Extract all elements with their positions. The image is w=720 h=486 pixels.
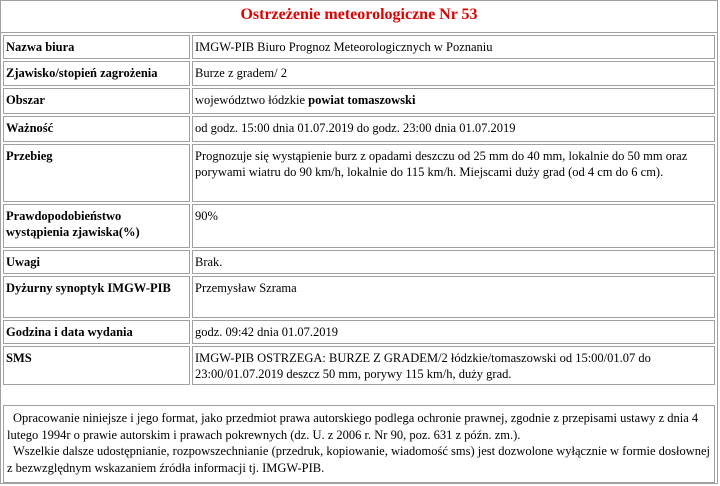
copyright-line-1: Opracowanie niniejsze i jego format, jako przedmiot prawa autorskiego podlega ochronie prawnej, zgodnie z przepisami ustawy z dnia 4 lutego 1994r o prawie autorskim i prawach pokrewnych (dz. U. z 2006 r. Nr 90, poz. 631 z późn. zm.).: [7, 411, 699, 442]
row-label-probability: Prawdopodobieństwo wystąpienia zjawiska(%): [3, 204, 190, 248]
row-value-area: [192, 88, 715, 114]
table-row: [3, 144, 715, 202]
row-label-phenomenon: Zjawisko/stopień zagrożenia: [3, 61, 190, 86]
table-row: [3, 116, 715, 142]
table-row: [3, 346, 715, 385]
row-label-area: Obszar: [3, 88, 190, 114]
row-label-office: Nazwa biura: [3, 35, 190, 59]
row-label-remarks: Uwagi: [3, 250, 190, 274]
row-value-sms: IMGW-PIB OSTRZEGA: BURZE Z GRADEM/2 łódzkie/tomaszowski od 15:00/01.07 do 23:00/01.07.2019 deszcz 50 mm, porywy 115 km/h, duży grad.: [192, 346, 715, 385]
row-value-remarks: Brak.: [192, 250, 715, 274]
area-county: powiat tomaszowski: [308, 93, 416, 107]
row-value-probability: 90%: [192, 204, 715, 248]
row-label-course: Przebieg: [3, 144, 190, 202]
table-row: [3, 276, 715, 318]
warning-title: Ostrzeżenie meteorologiczne Nr 53: [1, 1, 717, 33]
row-value-validity: od godz. 15:00 dnia 01.07.2019 do godz. 23:00 dnia 01.07.2019: [192, 116, 715, 142]
table-row: [3, 88, 715, 114]
row-value-phenomenon: Burze z gradem/ 2: [192, 61, 715, 86]
table-row: [3, 204, 715, 248]
table-row: [3, 250, 715, 274]
row-value-office: IMGW-PIB Biuro Prognoz Meteorologicznych w Poznaniu: [192, 35, 715, 59]
table-row: [3, 320, 715, 344]
row-value-issued: godz. 09:42 dnia 01.07.2019: [192, 320, 715, 344]
table-row: [3, 35, 715, 59]
warning-table: [1, 33, 717, 387]
row-value-forecaster: Przemysław Szrama: [192, 276, 715, 318]
row-label-sms: SMS: [3, 346, 190, 385]
row-label-validity: Ważność: [3, 116, 190, 142]
area-voivodeship: województwo łódzkie: [195, 93, 309, 107]
row-label-issued: Godzina i data wydania: [3, 320, 190, 344]
row-label-forecaster: Dyżurny synoptyk IMGW-PIB: [3, 276, 190, 318]
copyright-notice: [3, 405, 715, 483]
table-row: [3, 61, 715, 86]
row-value-course: Prognozuje się wystąpienie burz z opadami deszczu od 25 mm do 40 mm, lokalnie do 50 mm oraz porywami wiatru do 90 km/h, lokalnie do 115 km/h. Miejscami duży grad (od 4 cm do 6 cm).: [192, 144, 715, 202]
copyright-line-2: Wszelkie dalsze udostępnianie, rozpowszechnianie (przedruk, kopiowanie, wiadomość sms) jest dozwolone wyłącznie w formie dosłownej z bezwzględnym wskazaniem źródła informacji tj. IMGW-PIB.: [7, 444, 711, 475]
